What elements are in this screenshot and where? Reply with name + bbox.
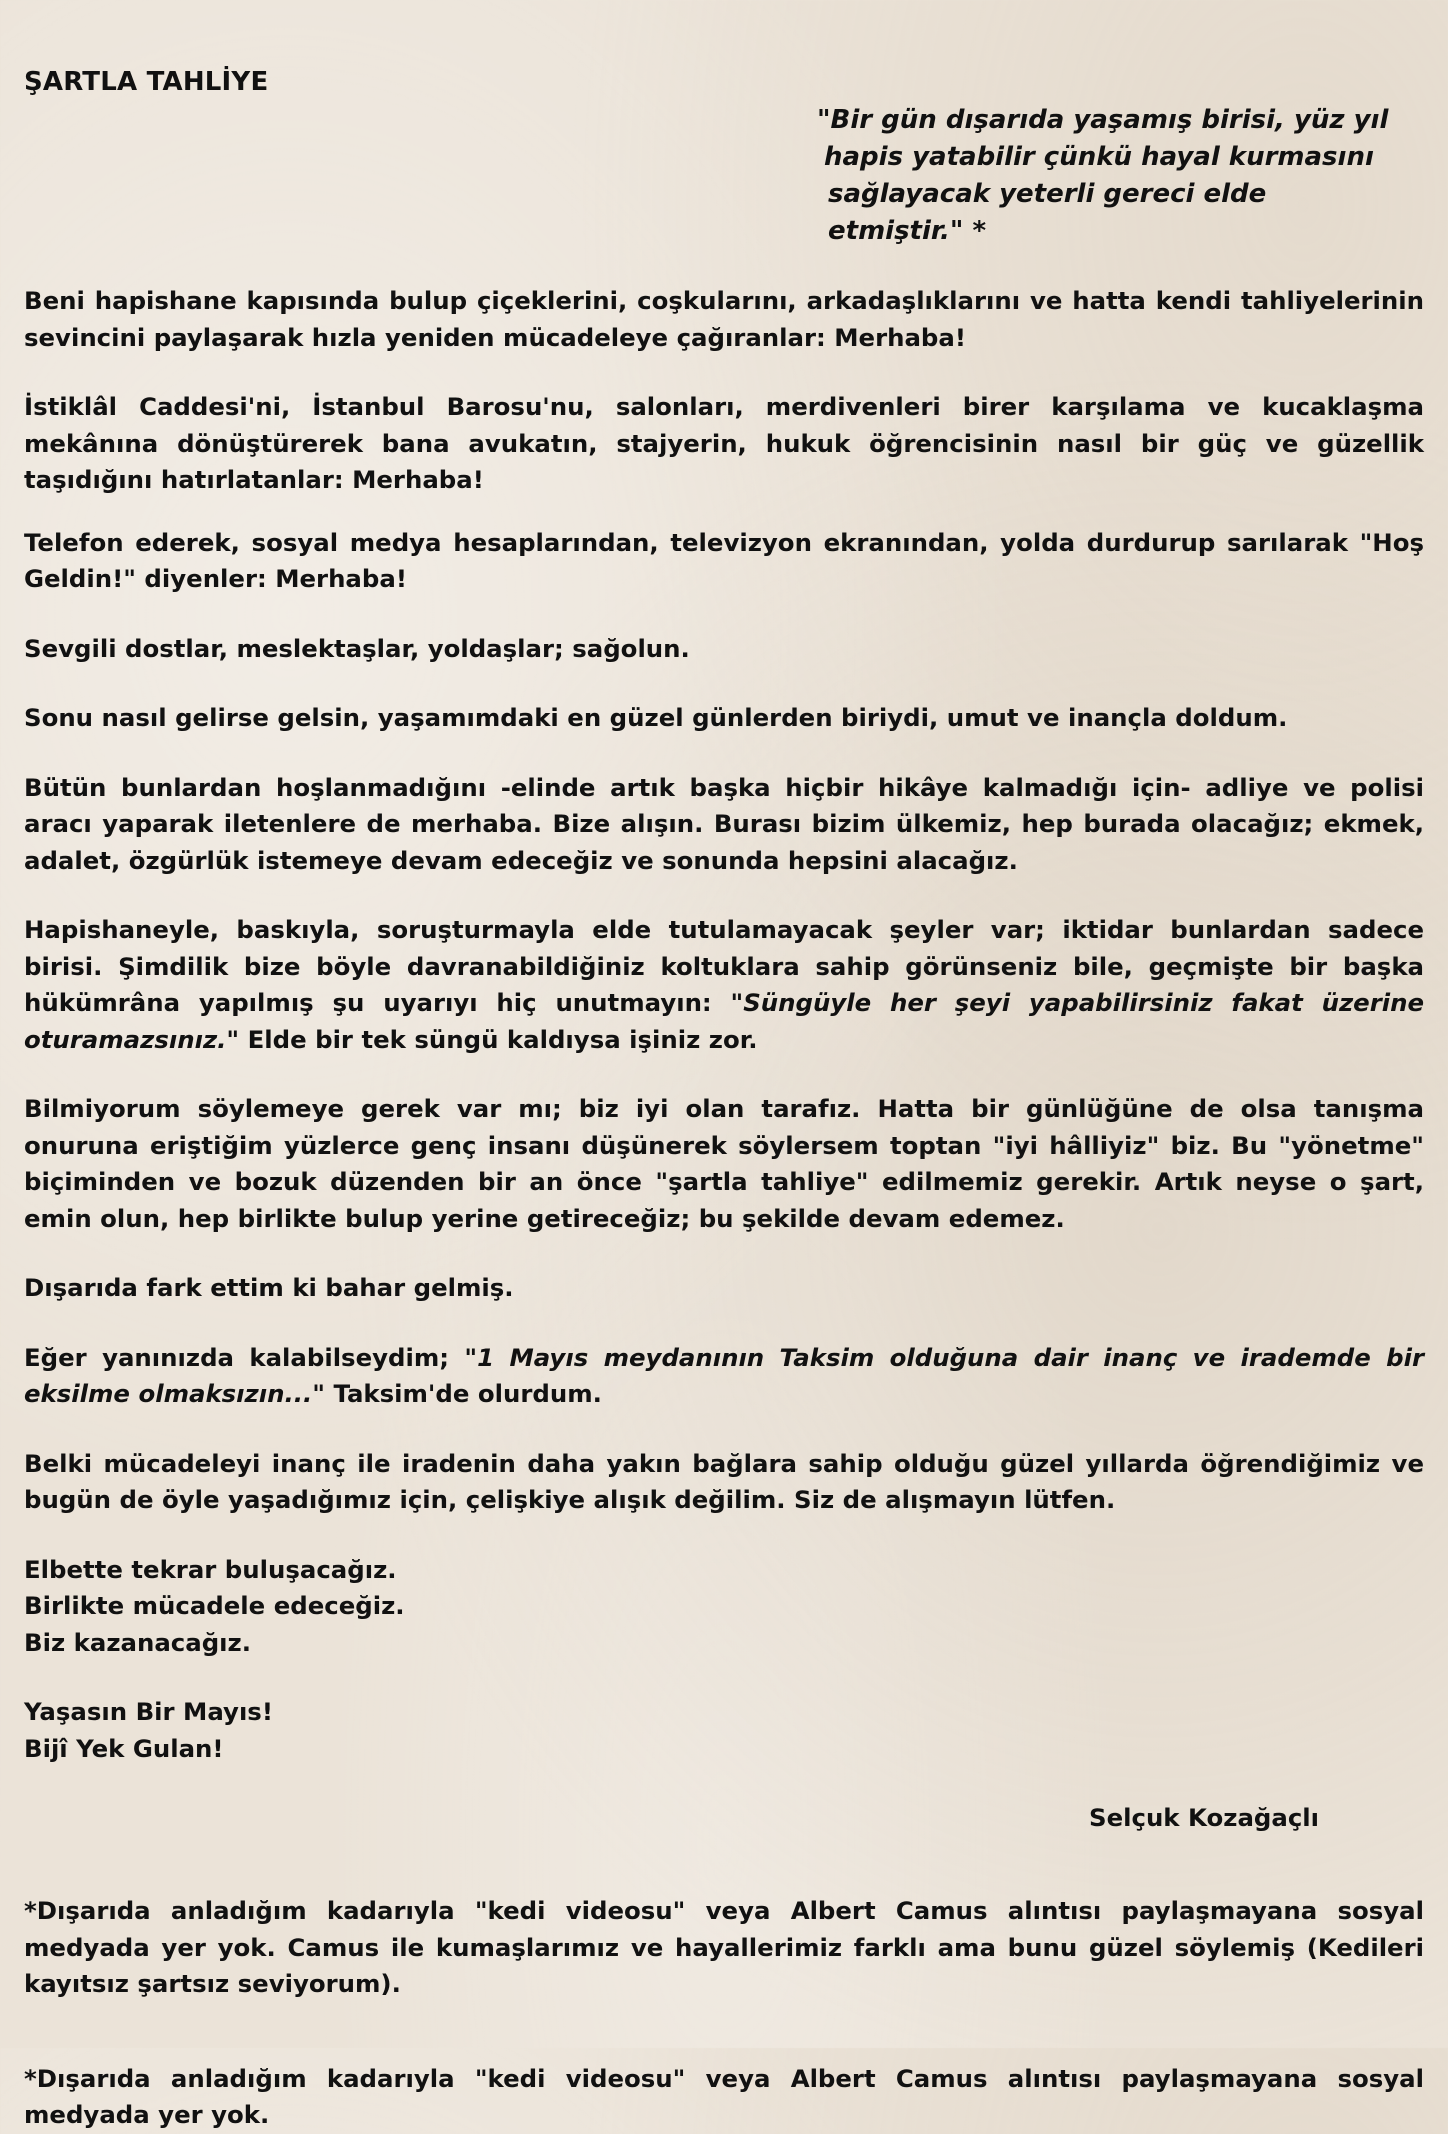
closing-lines bbox=[24, 1552, 1424, 1662]
footnote: *Dışarıda anladığım kadarıyla "kedi videosu" veya Albert Camus alıntısı paylaşmayana sosyal medyada yer yok. Camus ile kumaşlarımız ve hayallerimiz farklı ama bunu güzel söylemiş (Kedileri kayıtsız şartsız seviyorum). bbox=[24, 1896, 1424, 1998]
closing-line: Elbette tekrar buluşacağız. bbox=[24, 1554, 397, 1584]
slogans bbox=[24, 1694, 1424, 1767]
closing-line: Biz kazanacağız. bbox=[24, 1627, 251, 1657]
bayonet-quote: "Süngüyle her şeyi yapabilirsiniz fakat üzerine oturamazsınız." bbox=[24, 988, 1424, 1054]
slogan-line: Yaşasın Bir Mayıs! bbox=[24, 1697, 273, 1726]
epigraph-line-1: "Bir gün dışarıda yaşamış birisi, yüz yıl bbox=[817, 105, 1389, 135]
paragraph-spring: Dışarıda fark ettim ki bahar gelmiş. bbox=[24, 1273, 514, 1302]
page-title: ŞARTLA TAHLİYE bbox=[24, 67, 269, 97]
paragraph-text: Eğer yanınızda kalabilseydim; bbox=[24, 1342, 465, 1372]
letter-page bbox=[24, 64, 1424, 2134]
paragraph-text: Elde bir tek süngü kaldıysa işiniz zor. bbox=[239, 1024, 758, 1054]
paragraph-get-used-to-us: Bütün bunlardan hoşlanmadığını -elinde artık başka hiçbir hikâye kalmadığı için- adliye ve polisi aracı yaparak iletenlere de merhaba. Bize alışın. Burası bizim ülkemiz, hep burada olacağız; ekmek, adalet, özgürlük istemeye devam edeceğiz ve sonunda hepsini alacağız. bbox=[24, 772, 1424, 875]
paragraph-taksim bbox=[24, 1340, 1424, 1413]
paragraph-bayonet-warning bbox=[24, 912, 1424, 1058]
paragraph-best-day: Sonu nasıl gelirse gelsin, yaşamımdaki en güzel günlerden biriydi, umut ve inançla doldum. bbox=[24, 703, 1288, 732]
signature: Selçuk Kozağaçlı bbox=[1089, 1803, 1319, 1832]
paragraph-greeting-callers: Telefon ederek, sosyal medya hesaplarından, televizyon ekranından, yolda durdurup sarılarak "Hoş Geldin!" diyenler: Merhaba! bbox=[24, 527, 1424, 593]
paragraph-text: Taksim'de olurdum. bbox=[324, 1379, 602, 1408]
epigraph-line-3: sağlayacak yeterli gereci elde etmiştir." * bbox=[828, 179, 1267, 246]
epigraph-quote bbox=[817, 102, 1397, 250]
may-day-quote: "1 Mayıs meydanının Taksim olduğuna dair inanç ve irademde bir eksilme olmaksızın..." bbox=[24, 1342, 1424, 1408]
closing-line: Birlikte mücadele edeceğiz. bbox=[24, 1591, 405, 1620]
paragraph-greeting-lawyers: İstiklâl Caddesi'ni, İstanbul Barosu'nu, salonları, merdivenleri birer karşılama ve kucaklaşma mekânına dönüştürerek bana avukatın, stajyerin, hukuk öğrencisinin nasıl bir güç ve güzellik taşıdığını hatırlatanlar: Merhaba! bbox=[24, 392, 1424, 494]
footnote-repeated-cut: *Dışarıda anladığım kadarıyla "kedi videosu" veya Albert Camus alıntısı paylaşmayana sosyal medyada yer yok. bbox=[24, 2063, 1424, 2129]
paragraph-text: Hapishaneyle, baskıyla, soruşturmayla elde tutulamayacak şeyler var; iktidar bunlardan sadece birisi. Şimdilik bize böyle davranabildiğiniz koltuklara sahip görünseniz bile, geçmişte bir başka hükümrâna yapılmış şu uyarıyı hiç unutmayın: bbox=[24, 915, 1424, 1017]
paragraph-good-side: Bilmiyorum söylemeye gerek var mı; biz iyi olan tarafız. Hatta bir günlüğüne de olsa tanışma onuruna eriştiğim yüzlerce genç insanı düşünerek söylersem toptan "iyi hâlliyiz" biz. Bu "yönetme" biçiminden ve bozuk düzenden bir an önce "şartla tahliye" edilmemiz gerekir. Artık neyse o şart, emin olun, hep birlikte bulup yerine getireceğiz; bu şekilde devam edemez. bbox=[24, 1094, 1424, 1233]
epigraph-line-2: hapis yatabilir çünkü hayal kurmasını bbox=[824, 142, 1374, 172]
slogan-line: Bijî Yek Gulan! bbox=[24, 1733, 224, 1763]
paragraph-greeting-supporters: Beni hapishane kapısında bulup çiçeklerini, coşkularını, arkadaşlıklarını ve hatta kendi tahliyelerinin sevincini paylaşarak hızla yeniden mücadeleye çağıranlar: Merhaba! bbox=[24, 286, 1424, 352]
paragraph-contradiction: Belki mücadeleyi inanç ile iradenin daha yakın bağlara sahip olduğu güzel yıllarda öğrendiğimiz ve bugün de öyle yaşadığımız için, çelişkiye alışık değilim. Siz de alışmayın lütfen. bbox=[24, 1448, 1424, 1514]
paragraph-thanks: Sevgili dostlar, meslektaşlar, yoldaşlar; sağolun. bbox=[24, 633, 690, 663]
